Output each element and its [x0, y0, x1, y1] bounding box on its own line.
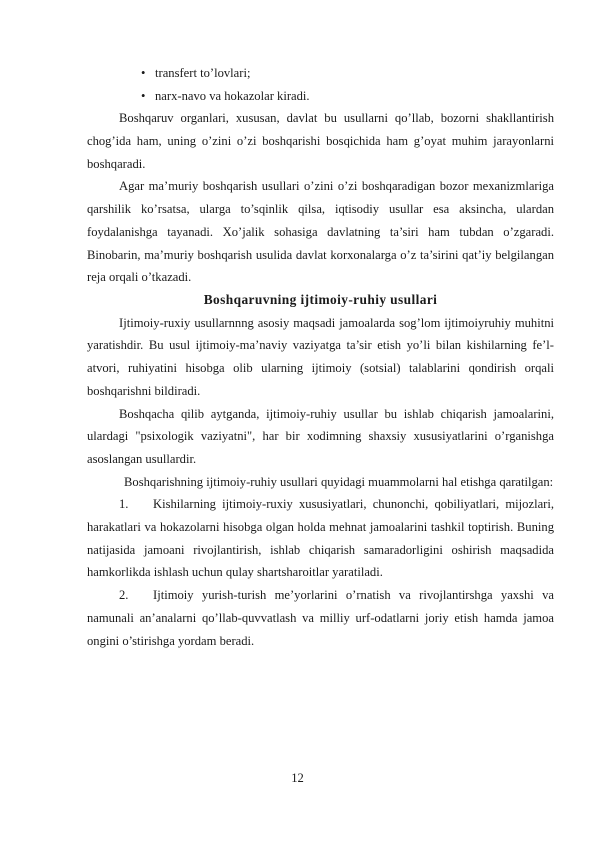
bullet-item	[87, 85, 554, 108]
item-number: 1.	[119, 497, 129, 512]
paragraph: Ijtimoiy-ruxiy usullarnnng asosiy maqsadi jamoalarda sog’lom ijtimoiyruhiy muhitni yaratishdir. Bu usul ijtimoiy-ma’naviy vaziyatga ta’sir etish yo’li bilan kishilarning fe’l-atvori, ruhiyatini hisobga olib ularning ijtimoiy (sotsial) talablarini qondirish orqali boshqarishni bildiradi.	[87, 315, 554, 398]
page-content	[87, 62, 554, 652]
paragraph: Boshqarishning ijtimoiy-ruhiy usullari quyidagi muammolarni hal etishga qaratilgan:	[124, 474, 554, 489]
item-text: Ijtimoiy yurish-turish me’yorlarini o’rnatish va rivojlantirshga yaxshi va namunali an’analarni qo’llab-quvvatlash va milliy urf-odatlarni joriy etish hamda jamoa ongini o’stirishga yordam beradi.	[87, 588, 554, 648]
section-heading: Boshqaruvning ijtimoiy-ruhiy usullari	[203, 292, 438, 307]
paragraph: Boshqacha qilib aytganda, ijtimoiy-ruhiy usullar bu ishlab chiqarish jamoalarini, ulardagi "psixologik vaziyatni", har bir xodimning shaxsiy xususiyatlarini o’rganishga asoslangan usullardir.	[87, 406, 554, 466]
paragraph: Agar ma’muriy boshqarish usullari o’zini o’zi boshqaradigan bozor mexanizmlariga qarshilik ko’rsatsa, ularga to’sqinlik qilsa, iqtisodiy usullar esa aksincha, ulardan foydalanishga tayanadi. Xo’jalik sohasiga davlatning ta’siri ham tubdan o’zgaradi. Binobarin, ma’muriy boshqarish usulida davlat korxonalarga o’z ta’sirini qat’iy belgilangan reja orqali o’tkazadi.	[87, 179, 554, 285]
paragraph: Boshqaruv organlari, xususan, davlat bu usullarni qo’llab, bozorni shakllantirish chog’ida ham, uning o’zini o’zi boshqarishi bosqichida ham g’oyat muhim jarayonlarni boshqaradi.	[87, 111, 554, 171]
bullet-icon: •	[141, 66, 146, 80]
item-number: 2.	[119, 588, 129, 603]
bullet-text: narx-navo va hokazolar kiradi.	[155, 88, 310, 103]
bullet-text: transfert to’lovlari;	[155, 66, 251, 80]
item-text: Kishilarning ijtimoiy-ruxiy xususiyatlari, chunonchi, qobiliyatlari, mijozlari, harakatlari va hokazolarni hisobga olgan holda mehnat jamoalarini tashkil toptirish. Buning natijasida jamoani rivojlantirish, ishlab chiqarish samaradorligini oshirish maqsadida hamkorlikda ishlash uchun qulay shartsharoitlar yaratiladi.	[87, 497, 554, 580]
page-number: 12	[291, 771, 304, 785]
bullet-item	[87, 62, 554, 85]
numbered-item	[87, 493, 554, 584]
numbered-item	[87, 584, 554, 652]
bullet-icon: •	[141, 88, 146, 103]
